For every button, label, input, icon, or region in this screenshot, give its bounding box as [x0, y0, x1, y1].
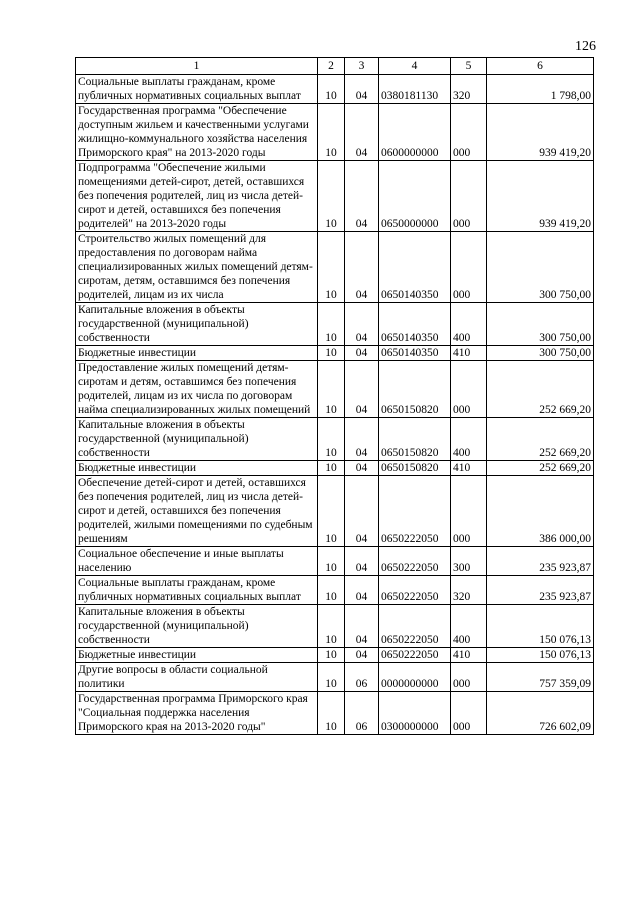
subsection-code-cell: 04	[345, 418, 379, 461]
amount-cell: 386 000,00	[487, 476, 594, 547]
header-row	[76, 58, 594, 75]
expense-type-code-cell: 000	[451, 692, 487, 735]
subsection-code-cell: 04	[345, 605, 379, 648]
section-code-cell: 10	[318, 361, 345, 418]
section-code-cell: 10	[318, 161, 345, 232]
section-code-cell: 10	[318, 303, 345, 346]
table-row	[76, 104, 594, 161]
row-name-cell: Подпрограмма "Обеспечение жилыми помещениями детей-сирот, детей, оставшихся без попечения родителей, лиц из числа детей-сирот и детей, оставшихся без попечения родителей" на 2013-2020 годы	[76, 161, 318, 232]
expense-type-code-cell: 000	[451, 161, 487, 232]
target-item-code-cell: 0650140350	[379, 303, 451, 346]
target-item-code-cell: 0650150820	[379, 461, 451, 476]
amount-cell: 235 923,87	[487, 576, 594, 605]
table-row	[76, 346, 594, 361]
amount-cell: 757 359,09	[487, 663, 594, 692]
target-item-code-cell: 0380181130	[379, 75, 451, 104]
section-code-cell: 10	[318, 476, 345, 547]
section-code-cell: 10	[318, 418, 345, 461]
amount-cell: 300 750,00	[487, 303, 594, 346]
section-code-cell: 10	[318, 346, 345, 361]
row-name-cell: Капитальные вложения в объекты государственной (муниципальной) собственности	[76, 303, 318, 346]
section-code-cell: 10	[318, 547, 345, 576]
table-row	[76, 648, 594, 663]
row-name-cell: Бюджетные инвестиции	[76, 346, 318, 361]
subsection-code-cell: 06	[345, 663, 379, 692]
target-item-code-cell: 0650222050	[379, 648, 451, 663]
target-item-code-cell: 0000000000	[379, 663, 451, 692]
section-code-cell: 10	[318, 663, 345, 692]
table-row	[76, 461, 594, 476]
expense-type-code-cell: 320	[451, 576, 487, 605]
section-code-cell: 10	[318, 461, 345, 476]
target-item-code-cell: 0650222050	[379, 547, 451, 576]
subsection-code-cell: 04	[345, 232, 379, 303]
column-header: 2	[318, 58, 345, 75]
expense-type-code-cell: 400	[451, 605, 487, 648]
table-row	[76, 361, 594, 418]
row-name-cell: Обеспечение детей-сирот и детей, оставшихся без попечения родителей, лиц из числа детей-сирот и детей, оставшихся без попечения родителей, жилыми помещениями по судебным решениям	[76, 476, 318, 547]
column-header: 1	[76, 58, 318, 75]
target-item-code-cell: 0650150820	[379, 418, 451, 461]
section-code-cell: 10	[318, 576, 345, 605]
amount-cell: 235 923,87	[487, 547, 594, 576]
amount-cell: 300 750,00	[487, 232, 594, 303]
section-code-cell: 10	[318, 605, 345, 648]
table-row	[76, 418, 594, 461]
subsection-code-cell: 04	[345, 476, 379, 547]
column-header: 5	[451, 58, 487, 75]
table-row	[76, 161, 594, 232]
row-name-cell: Государственная программа Приморского края "Социальная поддержка населения Приморского края на 2013-2020 годы"	[76, 692, 318, 735]
target-item-code-cell: 0600000000	[379, 104, 451, 161]
amount-cell: 252 669,20	[487, 418, 594, 461]
section-code-cell: 10	[318, 692, 345, 735]
subsection-code-cell: 04	[345, 161, 379, 232]
subsection-code-cell: 04	[345, 346, 379, 361]
table-row	[76, 476, 594, 547]
expense-type-code-cell: 410	[451, 461, 487, 476]
subsection-code-cell: 04	[345, 104, 379, 161]
amount-cell: 300 750,00	[487, 346, 594, 361]
table-row	[76, 547, 594, 576]
table-row	[76, 75, 594, 104]
subsection-code-cell: 04	[345, 576, 379, 605]
row-name-cell: Социальное обеспечение и иные выплаты населению	[76, 547, 318, 576]
subsection-code-cell: 04	[345, 75, 379, 104]
column-header: 6	[487, 58, 594, 75]
row-name-cell: Строительство жилых помещений для предоставления по договорам найма специализированных жилых помещений детям-сиротам, детям, оставшимся без попечения родителей, лицам из их числа	[76, 232, 318, 303]
page-number: 126	[575, 39, 596, 54]
table-row	[76, 576, 594, 605]
subsection-code-cell: 04	[345, 547, 379, 576]
expense-type-code-cell: 000	[451, 663, 487, 692]
column-header: 4	[379, 58, 451, 75]
amount-cell: 726 602,09	[487, 692, 594, 735]
table-row	[76, 692, 594, 735]
expense-type-code-cell: 320	[451, 75, 487, 104]
table-row	[76, 303, 594, 346]
target-item-code-cell: 0650150820	[379, 361, 451, 418]
target-item-code-cell: 0650000000	[379, 161, 451, 232]
table-row	[76, 232, 594, 303]
expense-type-code-cell: 000	[451, 476, 487, 547]
target-item-code-cell: 0650222050	[379, 476, 451, 547]
amount-cell: 939 419,20	[487, 104, 594, 161]
expense-type-code-cell: 410	[451, 346, 487, 361]
amount-cell: 1 798,00	[487, 75, 594, 104]
row-name-cell: Социальные выплаты гражданам, кроме публичных нормативных социальных выплат	[76, 75, 318, 104]
amount-cell: 252 669,20	[487, 361, 594, 418]
table-row	[76, 663, 594, 692]
amount-cell: 150 076,13	[487, 648, 594, 663]
subsection-code-cell: 06	[345, 692, 379, 735]
target-item-code-cell: 0650222050	[379, 605, 451, 648]
target-item-code-cell: 0650140350	[379, 232, 451, 303]
expense-type-code-cell: 000	[451, 361, 487, 418]
budget-table	[75, 57, 594, 735]
table-row	[76, 605, 594, 648]
row-name-cell: Другие вопросы в области социальной политики	[76, 663, 318, 692]
section-code-cell: 10	[318, 648, 345, 663]
expense-type-code-cell: 400	[451, 303, 487, 346]
subsection-code-cell: 04	[345, 648, 379, 663]
amount-cell: 150 076,13	[487, 605, 594, 648]
subsection-code-cell: 04	[345, 303, 379, 346]
target-item-code-cell: 0650140350	[379, 346, 451, 361]
amount-cell: 939 419,20	[487, 161, 594, 232]
row-name-cell: Предоставление жилых помещений детям-сиротам и детям, оставшимся без попечения родителей, лицам из их числа по договорам найма специализированных жилых помещений	[76, 361, 318, 418]
expense-type-code-cell: 300	[451, 547, 487, 576]
row-name-cell: Бюджетные инвестиции	[76, 461, 318, 476]
section-code-cell: 10	[318, 232, 345, 303]
column-header: 3	[345, 58, 379, 75]
row-name-cell: Государственная программа "Обеспечение доступным жильем и качественными услугами жилищно-коммунального хозяйства населения Приморского края" на 2013-2020 годы	[76, 104, 318, 161]
expense-type-code-cell: 410	[451, 648, 487, 663]
row-name-cell: Капитальные вложения в объекты государственной (муниципальной) собственности	[76, 418, 318, 461]
section-code-cell: 10	[318, 75, 345, 104]
expense-type-code-cell: 400	[451, 418, 487, 461]
section-code-cell: 10	[318, 104, 345, 161]
target-item-code-cell: 0650222050	[379, 576, 451, 605]
amount-cell: 252 669,20	[487, 461, 594, 476]
row-name-cell: Социальные выплаты гражданам, кроме публичных нормативных социальных выплат	[76, 576, 318, 605]
expense-type-code-cell: 000	[451, 104, 487, 161]
expense-type-code-cell: 000	[451, 232, 487, 303]
target-item-code-cell: 0300000000	[379, 692, 451, 735]
row-name-cell: Капитальные вложения в объекты государственной (муниципальной) собственности	[76, 605, 318, 648]
subsection-code-cell: 04	[345, 461, 379, 476]
row-name-cell: Бюджетные инвестиции	[76, 648, 318, 663]
subsection-code-cell: 04	[345, 361, 379, 418]
